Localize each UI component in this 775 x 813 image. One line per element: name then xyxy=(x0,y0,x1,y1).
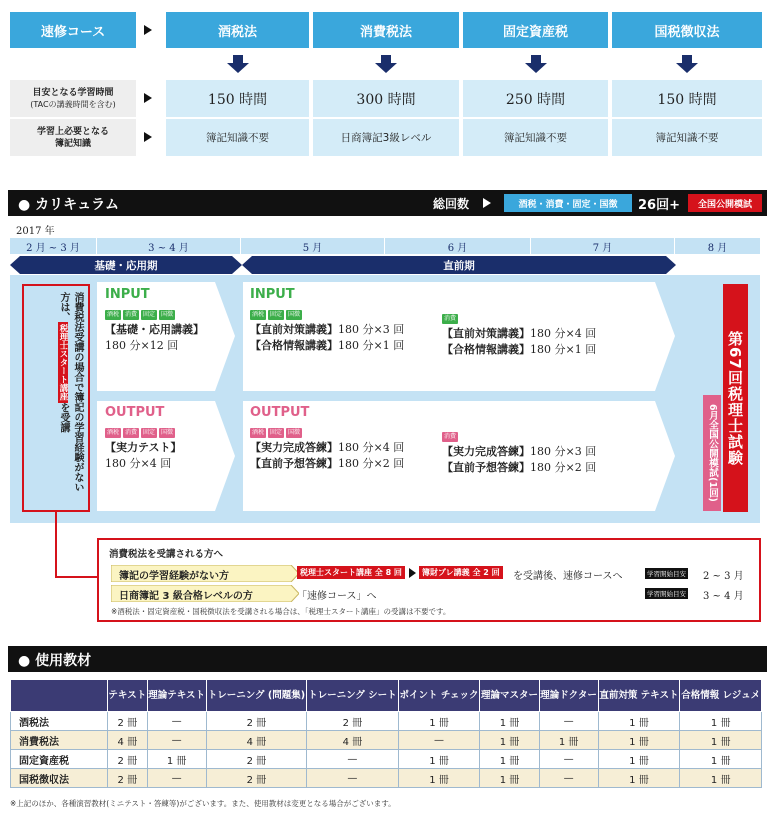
tag: 国徴 xyxy=(288,311,301,318)
phase-label: 基礎・応用期 xyxy=(94,259,158,272)
start-tag: 学習開始目安 xyxy=(647,590,686,598)
hours-cell xyxy=(313,80,459,117)
course-sake xyxy=(166,12,309,48)
table-row xyxy=(11,731,762,750)
course-detail: 180 分×4 回 xyxy=(105,457,172,470)
table-header: トレーニング (問題集) xyxy=(206,680,306,712)
tag: 固定 xyxy=(270,311,283,318)
month: 2 月 ~ 3 月 xyxy=(26,242,80,254)
table-cell: 1 冊 xyxy=(539,731,598,750)
notice-row-label: 日商簿記 3 級合格レベルの方 xyxy=(119,591,253,602)
row-label: 学習上必要となる xyxy=(36,126,109,137)
hours-value: 300 時間 xyxy=(356,91,416,108)
table-cell: 1 冊 xyxy=(398,750,480,769)
tax-exam-label: 第67回税理士試験 xyxy=(726,330,744,466)
subjects-tag-label: 酒税・消費・固定・国徴 xyxy=(518,199,618,210)
input-label: INPUT xyxy=(250,287,295,302)
notice-row-label: 簿記の学習経験がない方 xyxy=(119,571,229,582)
course-name: 【実力テスト】 xyxy=(105,441,182,454)
hours-cell xyxy=(166,80,309,117)
table-cell: — xyxy=(147,712,206,731)
tag: 消費 xyxy=(125,311,138,318)
table-header-row xyxy=(11,680,762,712)
phase-foundation xyxy=(10,256,242,274)
tag: 酒税 xyxy=(107,311,120,318)
table-cell: 2 冊 xyxy=(206,712,306,731)
month-label xyxy=(10,238,96,254)
side-note-part: を受講 xyxy=(58,402,69,433)
table-cell: 1 冊 xyxy=(398,712,480,731)
hours-value: 150 時間 xyxy=(207,91,268,108)
table-cell: 1 冊 xyxy=(598,750,680,769)
tag: 消費 xyxy=(125,429,138,436)
mock-exam-badge xyxy=(703,395,721,511)
arrow-right-icon xyxy=(144,25,152,35)
tag: 固定 xyxy=(143,429,156,436)
down-arrow-icon xyxy=(375,55,397,73)
course-header xyxy=(10,12,136,48)
course-detail: 180 分×3 回 xyxy=(338,323,405,336)
table-cell: 1 冊 xyxy=(480,712,539,731)
table-cell: 1 冊 xyxy=(398,769,480,788)
tag: 酒税 xyxy=(252,311,265,318)
knowledge-value: 簿記知識不要 xyxy=(504,132,567,144)
table-cell: 2 冊 xyxy=(108,712,148,731)
materials-table xyxy=(10,679,762,788)
knowledge-value: 簿記知識不要 xyxy=(655,132,719,144)
knowledge-label xyxy=(10,119,136,156)
hours-value: 150 時間 xyxy=(657,91,717,108)
table-cell: 1 冊 xyxy=(480,731,539,750)
tag: 酒税 xyxy=(252,429,265,436)
hours-cell xyxy=(463,80,608,117)
start-period: 2 ~ 3 月 xyxy=(703,571,744,582)
connector-line xyxy=(55,512,57,578)
course-consumption xyxy=(313,12,459,48)
output-box-2 xyxy=(250,405,440,472)
output-label: OUTPUT xyxy=(250,405,310,420)
table-cell: 2 冊 xyxy=(206,769,306,788)
tag: 国徴 xyxy=(161,311,174,318)
hours-cell xyxy=(612,80,762,117)
course-detail: 180 分×2 回 xyxy=(338,457,405,470)
start-tag: 学習開始目安 xyxy=(647,570,686,578)
course-name: 【直前対策講義】 xyxy=(442,327,530,340)
materials-header-bar xyxy=(8,646,767,672)
table-cell: 1 冊 xyxy=(680,712,762,731)
mock-exam-label: 6月全国公開模試(1回) xyxy=(707,404,718,502)
phase-label: 直前期 xyxy=(443,259,475,272)
table-row xyxy=(11,712,762,731)
side-note-tag: 税理士スタート講座 xyxy=(58,324,68,401)
tag: 国徴 xyxy=(161,429,174,436)
table-cell: 1 冊 xyxy=(598,731,680,750)
course-name: 【直前対策講義】 xyxy=(250,323,338,336)
mock-tag xyxy=(688,194,762,212)
notice-title: 消費税法を受講される方へ xyxy=(109,549,224,560)
mock-tag-label: 全国公開模試 xyxy=(697,199,752,210)
connector-line xyxy=(55,576,97,578)
output-box-3 xyxy=(442,430,642,476)
table-header: 直前対策 テキスト xyxy=(598,680,680,712)
tag: 固定 xyxy=(270,429,283,436)
course-label: 国税徴収法 xyxy=(654,24,720,40)
table-cell: — xyxy=(539,750,598,769)
row-header: 消費税法 xyxy=(11,731,108,750)
down-arrow-icon xyxy=(525,55,547,73)
month: 7 月 xyxy=(592,242,613,254)
month-label xyxy=(530,238,674,254)
table-cell: 1 冊 xyxy=(680,750,762,769)
tag: 国徴 xyxy=(288,429,301,436)
knowledge-cell xyxy=(313,119,459,156)
course-label: 固定資産税 xyxy=(502,24,568,40)
table-header: ポイント チェック xyxy=(398,680,480,712)
tag: 酒税 xyxy=(107,429,120,436)
month-label xyxy=(674,238,760,254)
course-name: 【合格情報講義】 xyxy=(250,339,338,352)
course-name: 【実力完成答練】 xyxy=(442,445,530,458)
start-course-tag: 税理士スタート講座 全 8 回 xyxy=(297,566,405,579)
table-cell: 1 冊 xyxy=(680,731,762,750)
table-header: トレーニング シート xyxy=(307,680,399,712)
tag: 消費 xyxy=(444,433,457,440)
output-label: OUTPUT xyxy=(105,405,165,420)
output-box-1 xyxy=(105,405,220,472)
table-cell: — xyxy=(307,769,399,788)
month-label xyxy=(240,238,384,254)
table-cell: 4 冊 xyxy=(206,731,306,750)
course-detail: 180 分×1 回 xyxy=(530,343,597,356)
knowledge-cell xyxy=(166,119,309,156)
knowledge-value: 簿記知識不要 xyxy=(206,132,269,144)
table-cell: 1 冊 xyxy=(680,769,762,788)
side-note-part: ない方は、 xyxy=(58,292,83,492)
course-name: 【実力完成答練】 xyxy=(250,441,338,454)
row-label: 目安となる学習時間 xyxy=(32,87,114,98)
study-hours-label xyxy=(10,80,136,117)
month: 6 月 xyxy=(447,242,468,254)
down-arrow-icon xyxy=(227,55,249,73)
course-detail: 180 分×3 回 xyxy=(530,445,597,458)
section-title: ● カリキュラム xyxy=(18,197,119,213)
knowledge-value: 日商簿記3級レベル xyxy=(340,132,432,144)
arrow-right-icon xyxy=(409,568,416,578)
table-cell: 1 冊 xyxy=(147,750,206,769)
notice-row-text: を受講後、速修コースへ xyxy=(513,571,623,582)
course-fixed-asset xyxy=(463,12,608,48)
table-header: 理論ドクター xyxy=(539,680,598,712)
section-title: ● 使用教材 xyxy=(18,653,92,669)
pre-course-tag: 簿財プレ講義 全 2 回 xyxy=(419,566,503,579)
row-label: 簿記知識 xyxy=(54,138,91,149)
arrow-right-icon xyxy=(144,93,152,103)
course-name: 【合格情報講義】 xyxy=(442,343,530,356)
row-header: 固定資産税 xyxy=(11,750,108,769)
table-cell: 2 冊 xyxy=(108,769,148,788)
table-row xyxy=(11,750,762,769)
table-cell: 1 冊 xyxy=(480,750,539,769)
table-header: 理論テキスト xyxy=(147,680,206,712)
course-detail: 180 分×2 回 xyxy=(530,461,597,474)
tag: 消費 xyxy=(444,315,457,322)
table-cell: 2 冊 xyxy=(206,750,306,769)
table-cell: — xyxy=(539,712,598,731)
subjects-tag xyxy=(504,194,632,212)
notice-box xyxy=(97,538,761,622)
year-label: 2017 年 xyxy=(16,226,55,237)
table-cell: 2 冊 xyxy=(307,712,399,731)
tax-exam-badge xyxy=(723,284,748,512)
arrow-right-icon xyxy=(483,198,491,208)
input-label: INPUT xyxy=(105,287,150,302)
input-box-1 xyxy=(105,287,220,354)
table-cell: 1 冊 xyxy=(598,769,680,788)
notice-footnote: ※酒税法・固定資産税・国税徴収法を受講される場合は、「税理士スタート講座」の受講は不要です。 xyxy=(111,607,451,616)
phase-final xyxy=(242,256,676,274)
row-header: 酒税法 xyxy=(11,712,108,731)
hours-value: 250 時間 xyxy=(505,91,566,108)
total-label: 総回数 xyxy=(433,197,470,211)
total-count: 26回+ xyxy=(638,198,680,213)
input-box-3 xyxy=(442,312,642,358)
table-cell: — xyxy=(398,731,480,750)
side-note-box xyxy=(22,284,90,512)
table-header: テキスト xyxy=(108,680,148,712)
month: 8 月 xyxy=(707,242,728,254)
course-detail: 180 分×1 回 xyxy=(338,339,405,352)
month: 5 月 xyxy=(302,242,323,254)
side-note-part: 消費税法受講の場合で簿記の学習経験が xyxy=(72,292,83,472)
input-box-2 xyxy=(250,287,440,354)
course-detail: 180 分×4 回 xyxy=(530,327,597,340)
curriculum-header-bar xyxy=(8,190,767,216)
course-name: 【直前予想答練】 xyxy=(250,457,338,470)
row-header: 国税徴収法 xyxy=(11,769,108,788)
down-arrow-icon xyxy=(676,55,698,73)
tag: 固定 xyxy=(143,311,156,318)
row-label-sub: (TACの講義時間を含む) xyxy=(30,99,116,109)
start-period: 3 ~ 4 月 xyxy=(703,591,744,602)
month-label xyxy=(384,238,530,254)
table-header: 理論マスター xyxy=(480,680,539,712)
month-label xyxy=(96,238,240,254)
knowledge-cell xyxy=(612,119,762,156)
table-cell: 4 冊 xyxy=(108,731,148,750)
course-collection xyxy=(612,12,762,48)
table-cell: — xyxy=(147,769,206,788)
table-corner xyxy=(11,680,108,712)
table-cell: 1 冊 xyxy=(598,712,680,731)
materials-footnote: ※上記のほか、各種演習教材(ミニテスト・答練等)がございます。また、使用教材は変更となる場合がございます。 xyxy=(10,799,396,808)
table-cell: 1 冊 xyxy=(480,769,539,788)
table-row xyxy=(11,769,762,788)
arrow-right-icon xyxy=(144,132,152,142)
table-cell: — xyxy=(147,731,206,750)
knowledge-cell xyxy=(463,119,608,156)
table-cell: — xyxy=(539,769,598,788)
table-cell: 2 冊 xyxy=(108,750,148,769)
course-label: 酒税法 xyxy=(217,24,257,40)
course-name: 【基礎・応用講義】 xyxy=(105,323,204,336)
course-label: 消費税法 xyxy=(359,24,412,40)
course-detail: 180 分×4 回 xyxy=(338,441,405,454)
course-header-label: 速修コース xyxy=(40,24,106,40)
course-detail: 180 分×12 回 xyxy=(105,339,179,352)
course-name: 【直前予想答練】 xyxy=(442,461,530,474)
table-cell: 4 冊 xyxy=(307,731,399,750)
table-cell: — xyxy=(307,750,399,769)
month: 3 ~ 4 月 xyxy=(148,242,189,254)
notice-row-text: 「速修コース」へ xyxy=(297,591,377,602)
table-header: 合格情報 レジュメ xyxy=(680,680,762,712)
side-note-text xyxy=(52,286,88,506)
